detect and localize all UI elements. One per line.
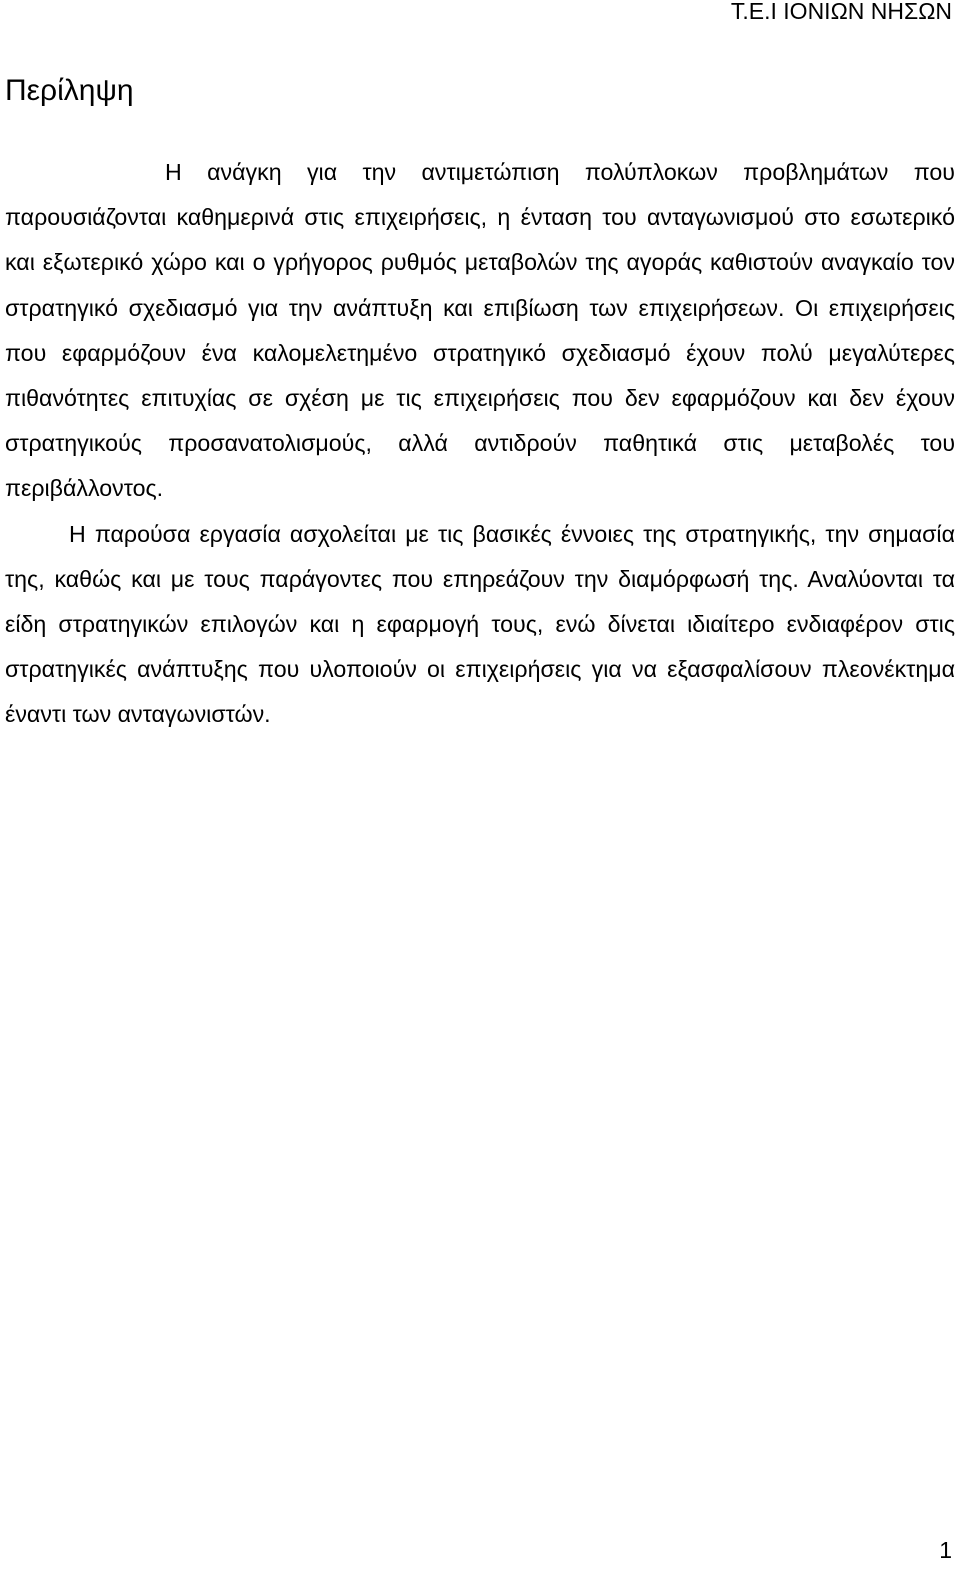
- paragraph-scope: Η παρούσα εργασία ασχολείται με τις βασικές έννοιες της στρατηγικής, την σημασία της, καθώς και με τους παράγοντες που επηρεάζουν την διαμόρφωσή της. Αναλύονται τα είδη στρατηγικών επιλογών και η εφαρμογή τους, ενώ δίνεται ιδιαίτερο ενδιαφέρον στις στρατηγικές ανάπτυξης που υλοποιούν οι επιχειρήσεις για να εξασφαλίσουν πλεονέκτημα έναντι των ανταγωνιστών.: [5, 520, 955, 728]
- document-body: [5, 150, 955, 738]
- header-institution: Τ.Ε.Ι ΙΟΝΙΩΝ ΝΗΣΩΝ: [730, 0, 952, 24]
- paragraph-intro: Η ανάγκη για την αντιμετώπιση πολύπλοκων προβλημάτων που παρουσιάζονται καθημερινά στις επιχειρήσεις, η ένταση του ανταγωνισμού στο εσωτερικό και εξωτερικό χώρο και ο γρήγορος ρυθμός μεταβολών της αγοράς καθιστούν αναγκαίο τον στρατηγικό σχεδιασμό για την ανάπτυξη και επιβίωση των επιχειρήσεων. Οι επιχειρήσεις που εφαρμόζουν ένα καλομελετημένο στρατηγικό σχεδιασμό έχουν πολύ μεγαλύτερες πιθανότητες επιτυχίας σε σχέση με τις επιχειρήσεις που δεν εφαρμόζουν και δεν έχουν στρατηγικούς προσανατολισμούς, αλλά αντιδρούν παθητικά στις μεταβολές του περιβάλλοντος.: [5, 159, 955, 502]
- page-title: Περίληψη: [5, 74, 134, 107]
- page-number: 1: [939, 1537, 952, 1563]
